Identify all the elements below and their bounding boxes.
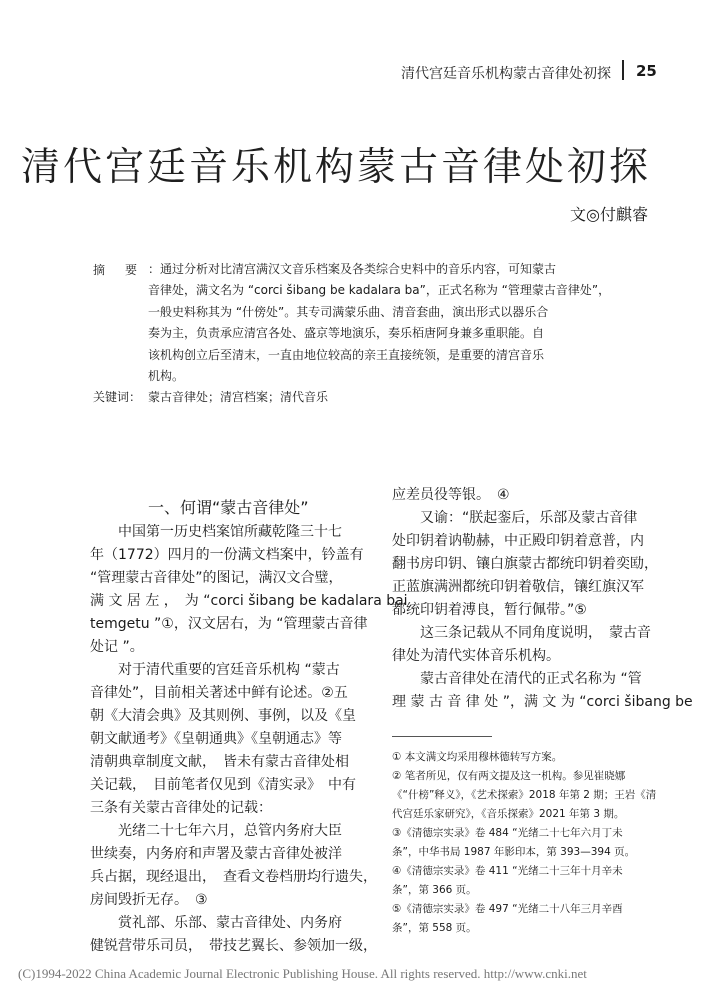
- abstract-line: 音律处，满文名为 “corci šibang be kadalara ba”，正式名称为 “管理蒙古音律处”，: [148, 283, 611, 298]
- quote-line: 健锐营带乐司员， 带技艺翼长、参领加一级，: [90, 938, 377, 954]
- body-line: 年（1772）四月的一份满文档案中，钤盖有: [90, 547, 364, 563]
- quote-line: 世续奏，内务府和声署及蒙古音律处被洋: [90, 846, 342, 862]
- section-heading: 一、何谓“蒙古音律处”: [148, 498, 309, 517]
- abstract-line: 机构。: [148, 369, 185, 384]
- body-line: 这三条记载从不同角度说明， 蒙古音: [420, 625, 651, 641]
- running-header-title: 清代宫廷音乐机构蒙古音律处初探: [401, 66, 611, 82]
- footnote-line: 《“什榜”释义》，《艺术探索》2018 年第 2 期；王岩《清: [392, 789, 657, 801]
- right-column: [392, 484, 693, 714]
- body-line: 关记载， 目前笔者仅见到《清实录》 中有: [90, 777, 356, 793]
- left-column: [90, 521, 408, 958]
- quote-line: 赏礼部、乐部、蒙古音律处、内务府: [118, 915, 342, 931]
- body-line: 处记 ”。: [90, 639, 144, 655]
- quote-line: 光绪二十七年六月，总管内务府大臣: [118, 823, 342, 839]
- footnote-line: ① 本文满文均采用穆林德转写方案。: [392, 751, 563, 763]
- quote-line: 正蓝旗满洲都统印钥着敬信，镶红旗汉军: [392, 579, 644, 595]
- footnote-rule: [392, 736, 492, 737]
- footnote-line: 条”，第 558 页。: [392, 922, 477, 934]
- abstract-line: ：通过分析对比清宫满汉文音乐档案及各类综合史料中的音乐内容，可知蒙古: [148, 262, 557, 276]
- body-line: 中国第一历史档案馆所藏乾隆三十七: [118, 524, 342, 540]
- body-line: 清朝典章制度文献， 皆未有蒙古音律处相: [90, 754, 349, 770]
- abstract-label: 摘 要: [93, 263, 142, 277]
- body-line: 三条有关蒙古音律处的记载：: [90, 800, 272, 816]
- body-line: 满 文 居 左 ， 为 “corci šibang be kadalara bai: [90, 593, 408, 609]
- body-line: 理 蒙 古 音 律 处 ”，满 文 为 “corci šibang be: [392, 694, 693, 710]
- header-separator: [622, 60, 624, 80]
- body-line: 蒙古音律处在清代的正式名称为 “管: [420, 671, 642, 687]
- quote-line: 应差员役等银。 ④: [392, 487, 510, 503]
- abstract-line: 一般史料称其为 “什傍处”。其专司满蒙乐曲、清音套曲，演出形式以器乐合: [148, 304, 549, 319]
- footnotes: [392, 748, 662, 938]
- body-line: temgetu ”①，汉文居右，为 “管理蒙古音律: [90, 616, 368, 632]
- abstract-line: 该机构创立后至清末，一直由地位较高的亲王直接统领，是重要的清宫音乐: [148, 347, 545, 362]
- body-line: 朝文献通考》《皇朝通典》《皇朝通志》等: [90, 731, 342, 747]
- footnote-line: ③《清德宗实录》卷 484 “光绪二十七年六月丁未: [392, 827, 623, 839]
- copyright-notice: (C)1994-2022 China Academic Journal Electronic Publishing House. All rights reserved. http://www.cnki.net: [18, 966, 587, 981]
- quote-line: 房间毁折无存。 ③: [90, 892, 208, 908]
- keywords-label: 关键词：: [93, 390, 142, 404]
- quote-line: 兵占据，现经退出， 查看文卷档册均行遗失，: [90, 869, 377, 885]
- footnote-line: ④《清德宗实录》卷 411 “光绪二十三年十月辛未: [392, 865, 623, 877]
- page-number: 25: [636, 62, 657, 80]
- article-author: 文◎付麒睿: [570, 205, 648, 224]
- quote-line: 又谕：“朕起銮后，乐部及蒙古音律: [420, 510, 638, 526]
- body-line: 音律处”，目前相关著述中鲜有论述。②五: [90, 685, 348, 701]
- abstract-body: [148, 259, 611, 387]
- quote-line: 翻书房印钥、镶白旗蒙古都统印钥着奕劻，: [392, 556, 658, 572]
- quote-line: 都统印钥着溥良，暂行佩带。”⑤: [392, 602, 587, 618]
- article-title: 清代宫廷音乐机构蒙古音律处初探: [20, 145, 651, 190]
- footnote-line: 条”，第 366 页。: [392, 884, 477, 896]
- body-line: 对于清代重要的宫廷音乐机构 “蒙古: [118, 662, 340, 678]
- body-line: 朝《大清会典》及其则例、事例，以及《皇: [90, 708, 356, 724]
- body-line: “管理蒙古音律处”的图记，满汉文合璧，: [90, 570, 343, 586]
- abstract-line: 奏为主，负责承应清宫各处、盛京等地演乐，奏乐栢唐阿身兼多重职能。自: [148, 326, 545, 341]
- footnote-line: ⑤《清德宗实录》卷 497 “光绪二十八年三月辛酉: [392, 903, 623, 915]
- body-line: 律处为清代实体音乐机构。: [392, 648, 560, 664]
- keywords-text: 蒙古音律处；清宫档案；清代音乐: [148, 390, 329, 404]
- quote-line: 处印钥着讷勒赫，中正殿印钥着意普，内: [392, 533, 644, 549]
- footnote-line: 条”，中华书局 1987 年影印本，第 393—394 页。: [392, 846, 636, 858]
- footnote-line: ② 笔者所见，仅有两文提及这一机构。参见崔晓娜: [392, 770, 626, 782]
- footnote-line: 代宫廷乐家研究》，《音乐探索》2021 年第 3 期。: [392, 808, 625, 820]
